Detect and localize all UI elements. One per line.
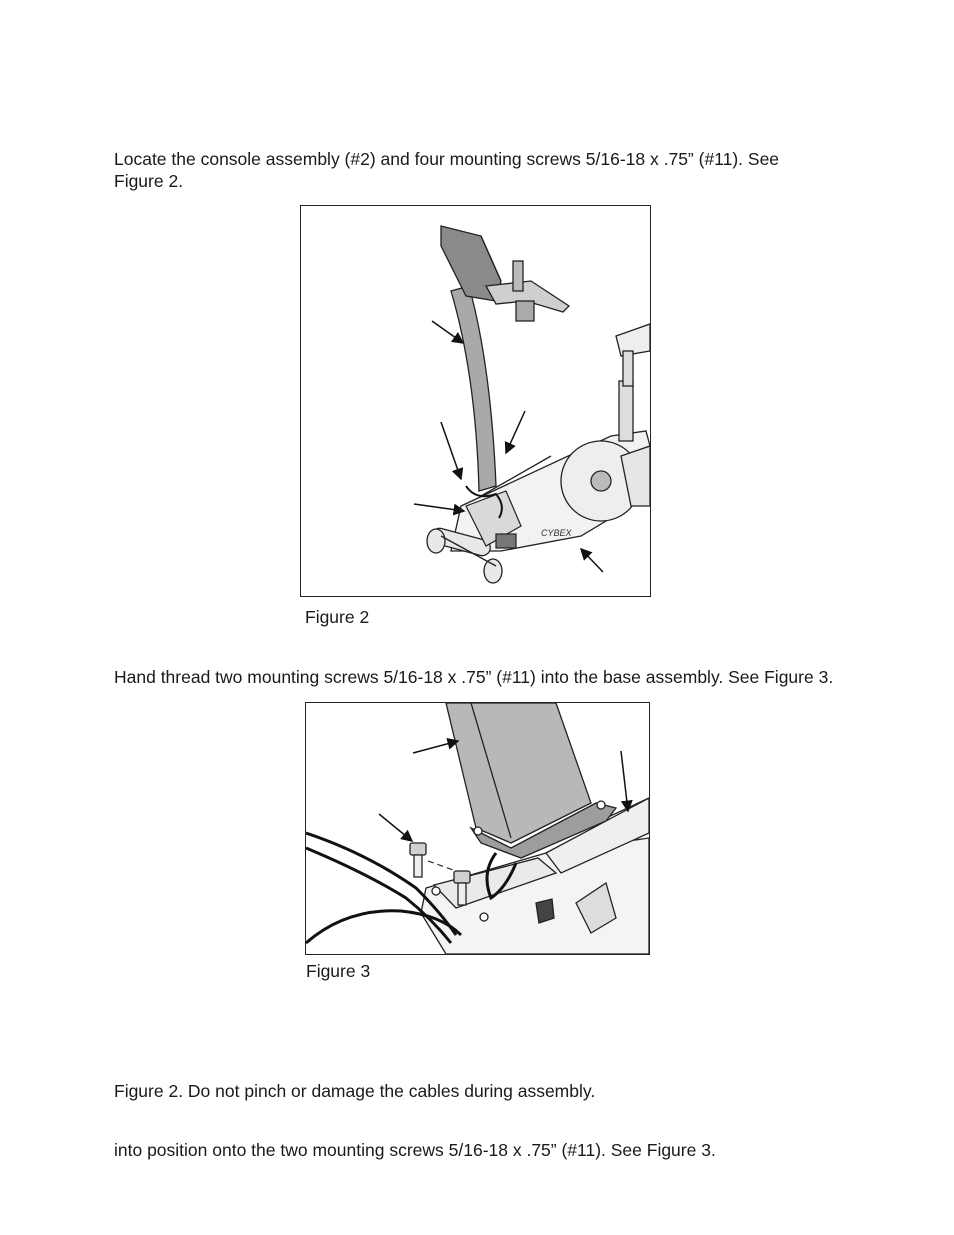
step1-line2: Figure 2. [114, 171, 184, 191]
figure-2 [300, 205, 651, 597]
step2-text: Hand thread two mounting screws 5/16-18 x .75” (#11) into the base assembly. See Figure 3. [114, 667, 834, 687]
step1-line1: Locate the console assembly (#2) and four mounting screws 5/16-18 x .75” (#11). See [114, 149, 780, 169]
figure-3-caption: Figure 3 [306, 961, 371, 981]
figure-2-caption: Figure 2 [305, 607, 370, 627]
console-mast [451, 286, 496, 491]
figure2-brand-text: CYBEX [541, 528, 572, 538]
figure-3 [305, 702, 650, 955]
figure-2-illustration [301, 206, 650, 596]
step3-text: Figure 2. Do not pinch or damage the cables during assembly. [114, 1081, 596, 1101]
alignment-line [428, 861, 456, 871]
step4-text: into position onto the two mounting screws 5/16-18 x .75” (#11). See Figure 3. [114, 1140, 716, 1160]
figure-3-illustration [306, 703, 649, 954]
